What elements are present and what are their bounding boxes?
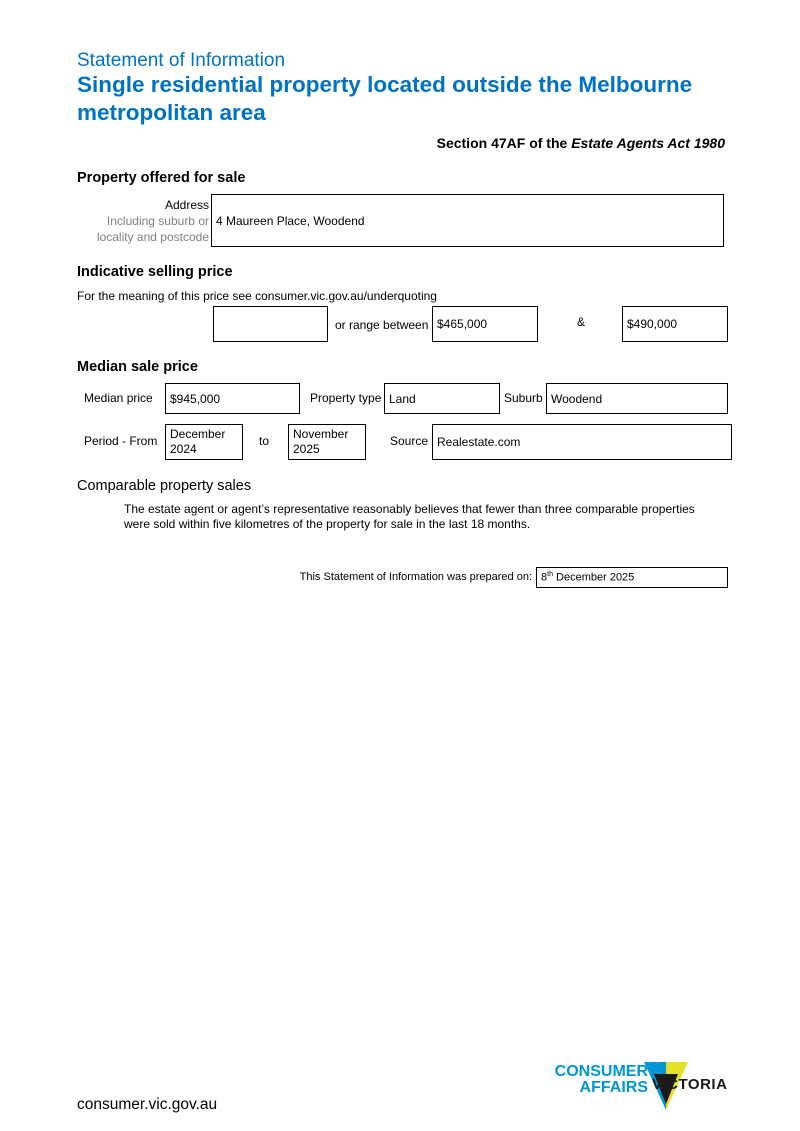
logo-text-victoria: VICTORIA [652,1076,728,1093]
act-name: Estate Agents Act 1980 [571,135,725,151]
legislation-reference [437,135,725,151]
consumer-affairs-victoria-logo [548,1060,733,1112]
period-from-year: 2024 [170,442,197,456]
suburb-label: Suburb [504,391,543,405]
indicative-heading: Indicative selling price [77,264,233,280]
prepared-label: This Statement of Information was prepared on: [299,571,532,583]
period-to-month: November [293,427,349,441]
document-subtitle: Single residential property located outside the Melbourne metropolitan area [77,72,693,125]
address-label: Address [164,198,209,212]
period-from-month: December [170,427,226,441]
range-low-value: $465,000 [437,317,488,331]
median-price-field[interactable] [165,383,300,414]
range-label: or range between [335,318,429,332]
suburb-value: Woodend [551,391,603,406]
property-heading: Property offered for sale [77,170,246,186]
prepared-month-year: December 2025 [552,571,635,584]
property-type-value: Land [389,391,416,406]
prepared-day-suffix: th [547,571,553,579]
median-heading: Median sale price [77,359,198,375]
address-hint-1: Including suburb or [106,214,209,228]
suburb-field[interactable] [546,383,728,414]
source-field[interactable] [432,424,732,460]
address-hint-2: locality and postcode [96,230,209,244]
address-field[interactable] [211,194,724,247]
range-high-field[interactable] [622,306,728,342]
period-to-field[interactable] [288,424,366,460]
median-price-value: $945,000 [170,391,221,406]
period-label: Period - From [84,434,158,448]
document-title: Statement of Information [77,50,286,71]
period-to-label: to [259,434,270,448]
comparable-text-line1: The estate agent or agent’s representative reasonably believes that fewer than three comparable properties [124,502,695,516]
range-ampersand: & [577,315,586,329]
logo-text-consumer: CONSUMER [554,1063,648,1080]
prepared-date-field[interactable] [536,567,728,588]
footer-url[interactable]: consumer.vic.gov.au [77,1096,218,1113]
section-prefix: Section 47AF of the [436,135,572,151]
logo-text-affairs: AFFAIRS [579,1079,648,1096]
range-low-field[interactable] [432,306,538,342]
prepared-day: 8 [541,571,548,584]
address-value: 4 Maureen Place, Woodend [216,213,365,228]
period-to-year: 2025 [293,442,320,456]
single-price-field[interactable] [213,306,328,342]
comparable-heading: Comparable property sales [77,478,252,494]
prepared-date [541,571,634,584]
property-type-label: Property type [310,391,382,405]
source-label: Source [390,434,429,448]
comparable-text-line2: were sold within five kilometres of the property for sale in the last 18 months. [124,517,531,531]
period-from-field[interactable] [165,424,243,460]
range-high-value: $490,000 [627,317,678,331]
source-value: Realestate.com [437,435,521,449]
indicative-note: For the meaning of this price see consumer.vic.gov.au/underquoting [77,289,437,303]
median-price-label: Median price [84,391,153,405]
property-type-field[interactable] [384,383,500,414]
